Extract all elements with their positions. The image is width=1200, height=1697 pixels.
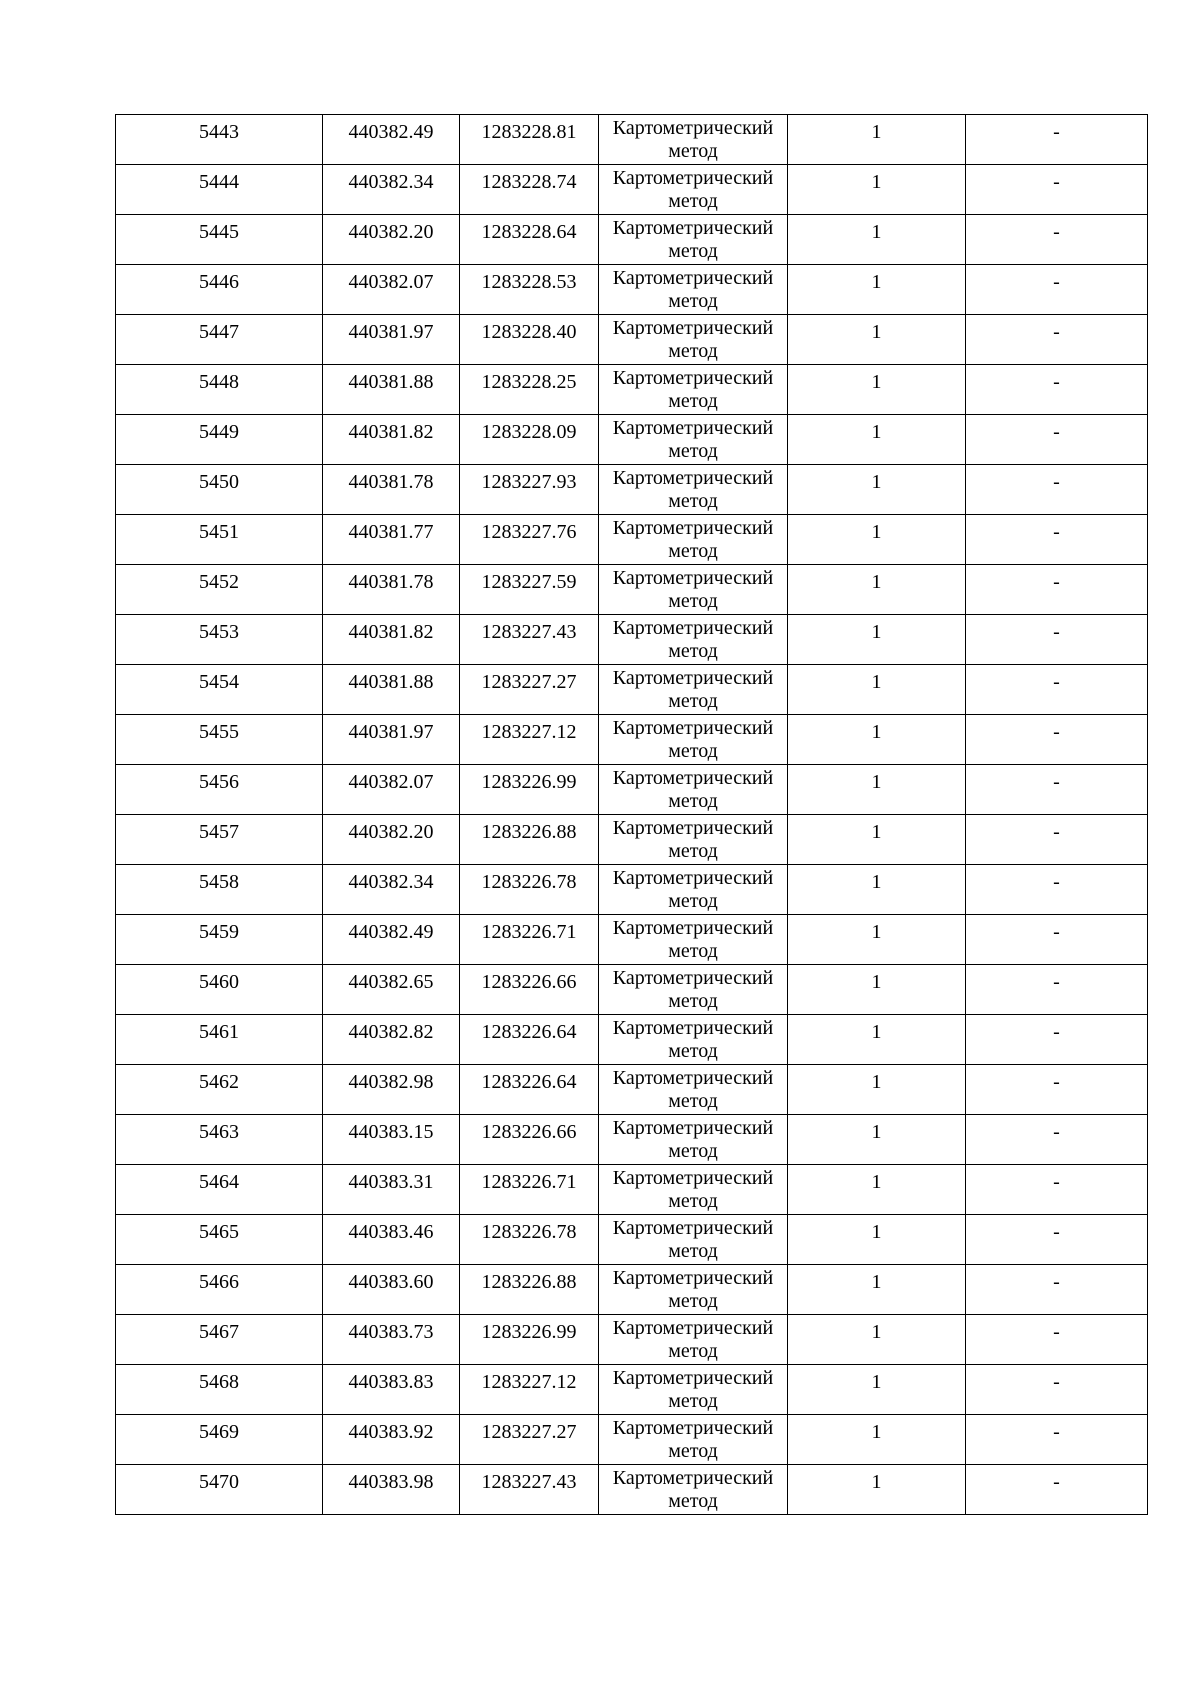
- y-coordinate-cell: 1283228.25: [460, 365, 599, 415]
- x-coordinate-cell: 440382.34: [323, 165, 460, 215]
- note-cell: -: [966, 1415, 1148, 1465]
- table-row: [116, 465, 1148, 515]
- note-cell: -: [966, 1315, 1148, 1365]
- point-number-cell: 5444: [116, 165, 323, 215]
- accuracy-cell: 1: [788, 365, 966, 415]
- method-cell: [599, 1215, 788, 1265]
- method-cell: [599, 115, 788, 165]
- table-row: [116, 615, 1148, 665]
- method-line-2: метод: [668, 1440, 718, 1462]
- x-coordinate-cell: 440383.15: [323, 1115, 460, 1165]
- method-cell: [599, 215, 788, 265]
- accuracy-cell: 1: [788, 1465, 966, 1515]
- y-coordinate-cell: 1283226.71: [460, 1165, 599, 1215]
- note-cell: -: [966, 515, 1148, 565]
- method-cell: [599, 315, 788, 365]
- y-coordinate-cell: 1283227.43: [460, 615, 599, 665]
- method-line-1: Картометрический: [612, 1367, 774, 1389]
- method-line-1: Картометрический: [612, 717, 774, 739]
- y-coordinate-cell: 1283228.53: [460, 265, 599, 315]
- point-number-cell: 5461: [116, 1015, 323, 1065]
- method-line-1: Картометрический: [612, 967, 774, 989]
- note-cell: -: [966, 315, 1148, 365]
- method-line-1: Картометрический: [612, 767, 774, 789]
- note-cell: -: [966, 1465, 1148, 1515]
- y-coordinate-cell: 1283227.43: [460, 1465, 599, 1515]
- y-coordinate-cell: 1283226.64: [460, 1015, 599, 1065]
- method-line-1: Картометрический: [612, 1417, 774, 1439]
- y-coordinate-cell: 1283228.81: [460, 115, 599, 165]
- note-cell: -: [966, 565, 1148, 615]
- method-line-2: метод: [668, 190, 718, 212]
- note-cell: -: [966, 865, 1148, 915]
- table-row: [116, 865, 1148, 915]
- table-row: [116, 1465, 1148, 1515]
- method-line-1: Картометрический: [612, 1467, 774, 1489]
- table-row: [116, 1315, 1148, 1365]
- method-line-1: Картометрический: [612, 867, 774, 889]
- coordinates-table: [115, 114, 1148, 1515]
- method-line-1: Картометрический: [612, 267, 774, 289]
- point-number-cell: 5464: [116, 1165, 323, 1215]
- point-number-cell: 5469: [116, 1415, 323, 1465]
- table-row: [116, 1415, 1148, 1465]
- method-line-2: метод: [668, 440, 718, 462]
- x-coordinate-cell: 440382.82: [323, 1015, 460, 1065]
- method-line-1: Картометрический: [612, 1067, 774, 1089]
- table-row: [116, 265, 1148, 315]
- accuracy-cell: 1: [788, 1115, 966, 1165]
- x-coordinate-cell: 440383.98: [323, 1465, 460, 1515]
- method-cell: [599, 715, 788, 765]
- method-line-2: метод: [668, 940, 718, 962]
- method-line-2: метод: [668, 1240, 718, 1262]
- y-coordinate-cell: 1283227.27: [460, 1415, 599, 1465]
- accuracy-cell: 1: [788, 1165, 966, 1215]
- x-coordinate-cell: 440382.65: [323, 965, 460, 1015]
- method-line-1: Картометрический: [612, 167, 774, 189]
- table-row: [116, 315, 1148, 365]
- note-cell: -: [966, 465, 1148, 515]
- method-line-1: Картометрический: [612, 667, 774, 689]
- note-cell: -: [966, 415, 1148, 465]
- x-coordinate-cell: 440382.98: [323, 1065, 460, 1115]
- method-cell: [599, 1165, 788, 1215]
- x-coordinate-cell: 440381.97: [323, 715, 460, 765]
- method-cell: [599, 1415, 788, 1465]
- accuracy-cell: 1: [788, 215, 966, 265]
- method-cell: [599, 415, 788, 465]
- table-row: [116, 1015, 1148, 1065]
- x-coordinate-cell: 440383.73: [323, 1315, 460, 1365]
- x-coordinate-cell: 440382.07: [323, 265, 460, 315]
- method-cell: [599, 915, 788, 965]
- y-coordinate-cell: 1283226.99: [460, 765, 599, 815]
- x-coordinate-cell: 440382.49: [323, 915, 460, 965]
- method-line-2: метод: [668, 1490, 718, 1512]
- y-coordinate-cell: 1283226.88: [460, 815, 599, 865]
- y-coordinate-cell: 1283226.66: [460, 1115, 599, 1165]
- method-line-1: Картометрический: [612, 917, 774, 939]
- x-coordinate-cell: 440383.60: [323, 1265, 460, 1315]
- method-line-2: метод: [668, 990, 718, 1012]
- y-coordinate-cell: 1283228.64: [460, 215, 599, 265]
- method-line-2: метод: [668, 390, 718, 412]
- table-row: [116, 1265, 1148, 1315]
- method-line-2: метод: [668, 340, 718, 362]
- y-coordinate-cell: 1283226.64: [460, 1065, 599, 1115]
- method-cell: [599, 815, 788, 865]
- accuracy-cell: 1: [788, 1065, 966, 1115]
- method-cell: [599, 265, 788, 315]
- accuracy-cell: 1: [788, 615, 966, 665]
- method-line-1: Картометрический: [612, 1217, 774, 1239]
- method-line-1: Картометрический: [612, 417, 774, 439]
- method-line-2: метод: [668, 1340, 718, 1362]
- y-coordinate-cell: 1283228.74: [460, 165, 599, 215]
- table-row: [116, 915, 1148, 965]
- y-coordinate-cell: 1283228.40: [460, 315, 599, 365]
- point-number-cell: 5466: [116, 1265, 323, 1315]
- table-row: [116, 1365, 1148, 1415]
- y-coordinate-cell: 1283227.12: [460, 715, 599, 765]
- method-line-1: Картометрический: [612, 367, 774, 389]
- y-coordinate-cell: 1283226.66: [460, 965, 599, 1015]
- accuracy-cell: 1: [788, 815, 966, 865]
- accuracy-cell: 1: [788, 1365, 966, 1415]
- method-cell: [599, 965, 788, 1015]
- point-number-cell: 5452: [116, 565, 323, 615]
- method-line-1: Картометрический: [612, 117, 774, 139]
- method-line-2: метод: [668, 1040, 718, 1062]
- method-line-2: метод: [668, 840, 718, 862]
- accuracy-cell: 1: [788, 115, 966, 165]
- point-number-cell: 5454: [116, 665, 323, 715]
- x-coordinate-cell: 440381.97: [323, 315, 460, 365]
- accuracy-cell: 1: [788, 315, 966, 365]
- table-row: [116, 1065, 1148, 1115]
- accuracy-cell: 1: [788, 715, 966, 765]
- point-number-cell: 5451: [116, 515, 323, 565]
- method-cell: [599, 365, 788, 415]
- y-coordinate-cell: 1283227.12: [460, 1365, 599, 1415]
- y-coordinate-cell: 1283226.78: [460, 865, 599, 915]
- note-cell: -: [966, 1215, 1148, 1265]
- y-coordinate-cell: 1283227.93: [460, 465, 599, 515]
- x-coordinate-cell: 440381.82: [323, 415, 460, 465]
- y-coordinate-cell: 1283226.99: [460, 1315, 599, 1365]
- accuracy-cell: 1: [788, 765, 966, 815]
- note-cell: -: [966, 265, 1148, 315]
- point-number-cell: 5460: [116, 965, 323, 1015]
- method-line-1: Картометрический: [612, 1117, 774, 1139]
- x-coordinate-cell: 440382.20: [323, 815, 460, 865]
- point-number-cell: 5443: [116, 115, 323, 165]
- note-cell: -: [966, 115, 1148, 165]
- method-cell: [599, 465, 788, 515]
- method-line-2: метод: [668, 1090, 718, 1112]
- point-number-cell: 5447: [116, 315, 323, 365]
- method-cell: [599, 515, 788, 565]
- accuracy-cell: 1: [788, 415, 966, 465]
- note-cell: -: [966, 965, 1148, 1015]
- x-coordinate-cell: 440381.78: [323, 465, 460, 515]
- accuracy-cell: 1: [788, 465, 966, 515]
- accuracy-cell: 1: [788, 1215, 966, 1265]
- method-line-2: метод: [668, 1140, 718, 1162]
- point-number-cell: 5450: [116, 465, 323, 515]
- y-coordinate-cell: 1283227.59: [460, 565, 599, 615]
- method-cell: [599, 1315, 788, 1365]
- point-number-cell: 5463: [116, 1115, 323, 1165]
- method-line-1: Картометрический: [612, 317, 774, 339]
- note-cell: -: [966, 815, 1148, 865]
- table-row: [116, 715, 1148, 765]
- method-line-1: Картометрический: [612, 1267, 774, 1289]
- x-coordinate-cell: 440382.34: [323, 865, 460, 915]
- note-cell: -: [966, 615, 1148, 665]
- accuracy-cell: 1: [788, 1315, 966, 1365]
- method-line-2: метод: [668, 590, 718, 612]
- table-row: [116, 665, 1148, 715]
- method-line-1: Картометрический: [612, 217, 774, 239]
- table-row: [116, 765, 1148, 815]
- x-coordinate-cell: 440381.78: [323, 565, 460, 615]
- table-row: [116, 515, 1148, 565]
- y-coordinate-cell: 1283226.88: [460, 1265, 599, 1315]
- method-cell: [599, 1015, 788, 1065]
- note-cell: -: [966, 915, 1148, 965]
- x-coordinate-cell: 440382.07: [323, 765, 460, 815]
- point-number-cell: 5465: [116, 1215, 323, 1265]
- method-cell: [599, 765, 788, 815]
- note-cell: -: [966, 1365, 1148, 1415]
- point-number-cell: 5456: [116, 765, 323, 815]
- method-line-2: метод: [668, 690, 718, 712]
- point-number-cell: 5468: [116, 1365, 323, 1415]
- method-line-2: метод: [668, 540, 718, 562]
- method-line-2: метод: [668, 1190, 718, 1212]
- table-row: [116, 1165, 1148, 1215]
- point-number-cell: 5449: [116, 415, 323, 465]
- x-coordinate-cell: 440383.83: [323, 1365, 460, 1415]
- method-line-2: метод: [668, 140, 718, 162]
- method-line-1: Картометрический: [612, 1167, 774, 1189]
- accuracy-cell: 1: [788, 915, 966, 965]
- note-cell: -: [966, 1065, 1148, 1115]
- method-cell: [599, 165, 788, 215]
- method-cell: [599, 1465, 788, 1515]
- method-line-2: метод: [668, 240, 718, 262]
- x-coordinate-cell: 440381.77: [323, 515, 460, 565]
- table-row: [116, 565, 1148, 615]
- table-row: [116, 215, 1148, 265]
- point-number-cell: 5462: [116, 1065, 323, 1115]
- y-coordinate-cell: 1283226.71: [460, 915, 599, 965]
- accuracy-cell: 1: [788, 865, 966, 915]
- table-row: [116, 965, 1148, 1015]
- point-number-cell: 5467: [116, 1315, 323, 1365]
- y-coordinate-cell: 1283227.27: [460, 665, 599, 715]
- note-cell: -: [966, 1165, 1148, 1215]
- coordinates-table-body: [116, 115, 1148, 1515]
- table-row: [116, 815, 1148, 865]
- table-row: [116, 365, 1148, 415]
- note-cell: -: [966, 215, 1148, 265]
- method-line-2: метод: [668, 890, 718, 912]
- accuracy-cell: 1: [788, 665, 966, 715]
- x-coordinate-cell: 440383.31: [323, 1165, 460, 1215]
- point-number-cell: 5455: [116, 715, 323, 765]
- note-cell: -: [966, 1015, 1148, 1065]
- x-coordinate-cell: 440381.88: [323, 365, 460, 415]
- accuracy-cell: 1: [788, 1415, 966, 1465]
- note-cell: -: [966, 1265, 1148, 1315]
- method-line-1: Картометрический: [612, 567, 774, 589]
- point-number-cell: 5448: [116, 365, 323, 415]
- note-cell: -: [966, 715, 1148, 765]
- note-cell: -: [966, 665, 1148, 715]
- note-cell: -: [966, 365, 1148, 415]
- method-cell: [599, 615, 788, 665]
- method-line-2: метод: [668, 1290, 718, 1312]
- point-number-cell: 5470: [116, 1465, 323, 1515]
- method-cell: [599, 565, 788, 615]
- accuracy-cell: 1: [788, 165, 966, 215]
- x-coordinate-cell: 440382.49: [323, 115, 460, 165]
- method-line-1: Картометрический: [612, 467, 774, 489]
- method-cell: [599, 1065, 788, 1115]
- x-coordinate-cell: 440383.92: [323, 1415, 460, 1465]
- method-cell: [599, 865, 788, 915]
- method-line-2: метод: [668, 790, 718, 812]
- x-coordinate-cell: 440382.20: [323, 215, 460, 265]
- point-number-cell: 5458: [116, 865, 323, 915]
- method-line-2: метод: [668, 290, 718, 312]
- method-line-1: Картометрический: [612, 517, 774, 539]
- y-coordinate-cell: 1283226.78: [460, 1215, 599, 1265]
- method-line-2: метод: [668, 740, 718, 762]
- method-cell: [599, 1365, 788, 1415]
- point-number-cell: 5453: [116, 615, 323, 665]
- accuracy-cell: 1: [788, 265, 966, 315]
- accuracy-cell: 1: [788, 965, 966, 1015]
- method-line-1: Картометрический: [612, 817, 774, 839]
- x-coordinate-cell: 440381.82: [323, 615, 460, 665]
- point-number-cell: 5445: [116, 215, 323, 265]
- method-line-1: Картометрический: [612, 617, 774, 639]
- method-cell: [599, 1115, 788, 1165]
- x-coordinate-cell: 440381.88: [323, 665, 460, 715]
- table-row: [116, 1215, 1148, 1265]
- y-coordinate-cell: 1283228.09: [460, 415, 599, 465]
- method-cell: [599, 665, 788, 715]
- table-row: [116, 415, 1148, 465]
- table-row: [116, 1115, 1148, 1165]
- accuracy-cell: 1: [788, 565, 966, 615]
- point-number-cell: 5457: [116, 815, 323, 865]
- point-number-cell: 5459: [116, 915, 323, 965]
- y-coordinate-cell: 1283227.76: [460, 515, 599, 565]
- note-cell: -: [966, 765, 1148, 815]
- note-cell: -: [966, 1115, 1148, 1165]
- note-cell: -: [966, 165, 1148, 215]
- method-line-1: Картометрический: [612, 1017, 774, 1039]
- table-row: [116, 165, 1148, 215]
- method-line-2: метод: [668, 1390, 718, 1412]
- accuracy-cell: 1: [788, 1015, 966, 1065]
- accuracy-cell: 1: [788, 515, 966, 565]
- x-coordinate-cell: 440383.46: [323, 1215, 460, 1265]
- method-cell: [599, 1265, 788, 1315]
- method-line-2: метод: [668, 640, 718, 662]
- method-line-1: Картометрический: [612, 1317, 774, 1339]
- method-line-2: метод: [668, 490, 718, 512]
- table-row: [116, 115, 1148, 165]
- point-number-cell: 5446: [116, 265, 323, 315]
- accuracy-cell: 1: [788, 1265, 966, 1315]
